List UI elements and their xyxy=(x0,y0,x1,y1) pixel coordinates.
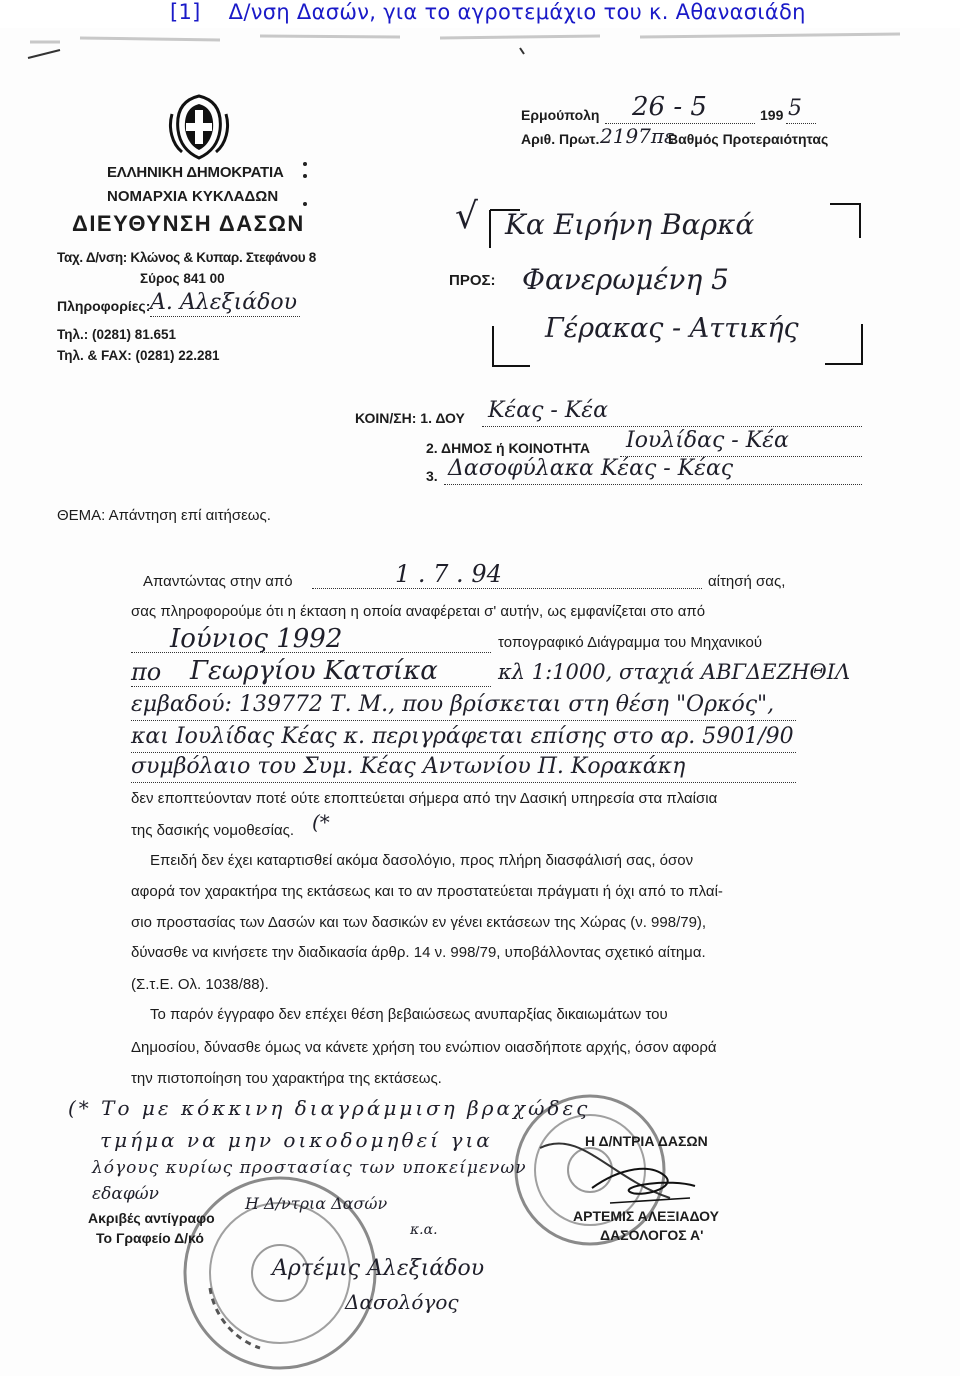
signature-name: ΑΡΤΕΜΙΣ ΑΛΕΞΙΑΔΟΥ xyxy=(573,1208,719,1224)
greek-emblem-icon xyxy=(168,94,230,160)
footnote-line-4: εδαφών xyxy=(92,1184,159,1204)
recipient-check-mark: √ xyxy=(455,196,478,237)
priority-label: Βαθμός Προτεραιότητας xyxy=(668,131,829,147)
body-line-2: σας πληροφορούμε ότι η έκταση η οποία αναφέρεται σ' αυτήν, ως εμφανίζεται στο από xyxy=(131,603,706,620)
city-text: Σύρος 841 00 xyxy=(140,271,225,286)
scan-noise xyxy=(0,28,960,68)
place-label: Ερμούπολη xyxy=(521,107,600,123)
paragraph-3-line-2: Δημοσίου, δύνασθε όμως να κάνετε χρήση του ενώπιον οιασδήποτε αρχής, όσον αφορά xyxy=(131,1039,717,1056)
footnote-line-2: τμήμα να μην οικοδομηθεί για xyxy=(100,1128,493,1152)
body-line-1a: Απαντώντας στην από xyxy=(143,573,293,590)
body-line-9: της δασικής νομοθεσίας. xyxy=(131,822,295,839)
recipient-street-handwritten: Φανερωμένη 5 xyxy=(522,263,729,296)
caption-number: [1] xyxy=(170,0,201,24)
date-handwritten-value: 26 - 5 xyxy=(632,92,707,122)
paragraph-3-line-1: Το παρόν έγγραφο δεν επέχει θέση βεβαιώσεως ανυπαρξίας δικαιωμάτων του xyxy=(150,1006,668,1023)
cc-item2-label: 2. ΔΗΜΟΣ ή ΚΟΙΝΟΤΗΤΑ xyxy=(426,440,591,456)
info-fill-line xyxy=(150,316,300,317)
engineer-name-handwritten: Γεωργίου Κατσίκα xyxy=(190,656,438,686)
cc-item1-handwritten: Κέας - Κέα xyxy=(488,398,608,423)
phone-text: Τηλ.: (0281) 81.651 xyxy=(57,327,177,342)
phone-fax-text: Τηλ. & FAX: (0281) 22.281 xyxy=(57,348,220,363)
recipient-name-handwritten: Κα Ειρήνη Βαρκά xyxy=(505,208,755,241)
year-fill-line xyxy=(786,123,816,124)
cc-item1-fill-line xyxy=(482,426,862,427)
paragraph-2-line-2: αφορά τον χαρακτήρα της εκτάσεως και το αν προστατεύεται πράγματι ή όχι από το πλαί- xyxy=(131,883,723,900)
body-line-6-fill xyxy=(131,752,796,753)
cc-item3-handwritten: Δασοφύλακα Κέας - Κέας xyxy=(448,456,734,481)
paragraph-2-line-3: σιο προστασίας των Δασών και των δασικών εν γένει εκτάσεων της Χώρας (ν. 998/79), xyxy=(131,914,707,931)
info-handwritten-value: Α. Αλεξιάδου xyxy=(150,290,297,315)
body-line-1b: αίτησή σας, xyxy=(708,573,786,590)
scanned-letter xyxy=(0,28,960,1376)
body-line-3b: τοπογραφικό Διάγραμμα του Μηχανικού xyxy=(498,634,763,651)
deed-reference-handwritten: και Ιουλίδας Κέας κ. περιγράφεται επίσης στο αρ. 5901/90 xyxy=(131,724,794,749)
certified-handwritten-ka: κ.α. xyxy=(410,1222,438,1238)
area-location-handwritten: εμβαδού: 139772 Τ. Μ., που βρίσκεται στη θέση "Ορκός", xyxy=(131,692,775,717)
footnote-line-1: (* Το με κόκκινη διαγράμμιση βραχώδες xyxy=(68,1096,591,1120)
notary-handwritten: συμβόλαιο του Συμ. Κέας Αντωνίου Π. Κορακάκη xyxy=(131,754,686,779)
footnote-line-3: λόγους κυρίως προστασίας των υποκείμενων xyxy=(92,1158,527,1178)
paragraph-2-line-5: (Σ.τ.Ε. Ολ. 1038/88). xyxy=(131,976,269,993)
cc-item3-fill-line xyxy=(444,484,862,485)
signature-title: Η Δ/ΝΤΡΙΑ ΔΑΣΩΝ xyxy=(585,1133,708,1149)
header-separator-dots xyxy=(300,160,310,220)
info-label: Πληροφορίες: xyxy=(57,298,151,314)
protocol-label: Αριθ. Πρωτ. xyxy=(521,131,600,147)
recipient-prefix: ΠΡΟΣ: xyxy=(449,272,496,289)
paragraph-2-line-4: δύνασθε να κινήσετε την διαδικασία άρθρ. 14 ν. 998/79, υποβάλλοντας σχετικό αίτημα. xyxy=(131,944,706,961)
body-line-4-fill xyxy=(131,686,491,687)
certified-handwritten-role: Δασολόγος xyxy=(345,1290,459,1314)
body-line-7-fill xyxy=(131,782,796,783)
cc-label: ΚΟΙΝ/ΣΗ: 1. ΔΟΥ xyxy=(355,410,465,426)
prefecture-label: ΝΟΜΑΡΧΙΑ ΚΥΚΛΑΔΩΝ xyxy=(107,188,279,205)
republic-label: ΕΛΛΗΝΙΚΗ ΔΗΜΟΚΡΑΤΙΑ xyxy=(107,164,284,181)
paragraph-3-line-3: την πιστοποίηση του χαρακτήρα της εκτάσεως. xyxy=(131,1070,442,1087)
recipient-city-handwritten: Γέρακας - Αττικής xyxy=(545,313,799,344)
cc-item3-label: 3. xyxy=(426,468,438,484)
body-line-4b: κλ 1:1000, σταχιά ΑΒΓΔΕΖΗΘΙΛ xyxy=(498,660,851,684)
certified-handwritten-name: Αρτέμις Αλεξιάδου xyxy=(272,1256,485,1281)
protocol-handwritten-value: 2197πε xyxy=(600,124,675,148)
address-text: Ταχ. Δ/νση: Κλώνος & Κυπαρ. Στεφάνου 8 xyxy=(57,250,316,265)
year-handwritten-digit: 5 xyxy=(788,96,802,121)
directorate-label: ΔΙΕΥΘΥΝΣΗ ΔΑΣΩΝ xyxy=(72,211,305,236)
body-line-8: δεν εποπτεύονταν ποτέ ούτε εποπτεύεται σήμερα από την Δασική υπηρεσία στα πλαίσια xyxy=(131,790,718,807)
document-caption xyxy=(170,0,806,26)
subject-line: ΘΕΜΑ: Απάντηση επί αιτήσεως. xyxy=(57,507,271,524)
signature-role: ΔΑΣΟΛΟΓΟΣ Α' xyxy=(600,1227,704,1243)
body-line-1-fill xyxy=(312,588,702,589)
cc-item2-handwritten: Ιουλίδας - Κέα xyxy=(626,428,789,453)
request-date-handwritten: 1 . 7 . 94 xyxy=(395,560,502,588)
body-line-5-fill xyxy=(131,720,796,721)
certified-copy-label: Ακριβές αντίγραφο xyxy=(88,1210,215,1226)
body-line-4a: πο xyxy=(131,658,162,686)
footnote-reference-mark: (* xyxy=(312,810,330,834)
plan-date-handwritten: Ιούνιος 1992 xyxy=(170,624,343,654)
caption-text: Δ/νση Δασών, για το αγροτεμάχιο του κ. Αθανασιάδη xyxy=(228,0,806,24)
director-signature-scribble xyxy=(590,1158,700,1213)
year-prefix: 199 xyxy=(760,107,784,123)
certified-handwritten-title: Η Δ/ντρια Δασών xyxy=(245,1194,388,1213)
paragraph-2-line-1: Επειδή δεν έχει καταρτισθεί ακόμα δασολόγιο, προς πλήρη διασφάλισή σας, όσον xyxy=(150,852,694,869)
certified-office-label: Το Γραφείο Δ/κό xyxy=(96,1230,204,1246)
